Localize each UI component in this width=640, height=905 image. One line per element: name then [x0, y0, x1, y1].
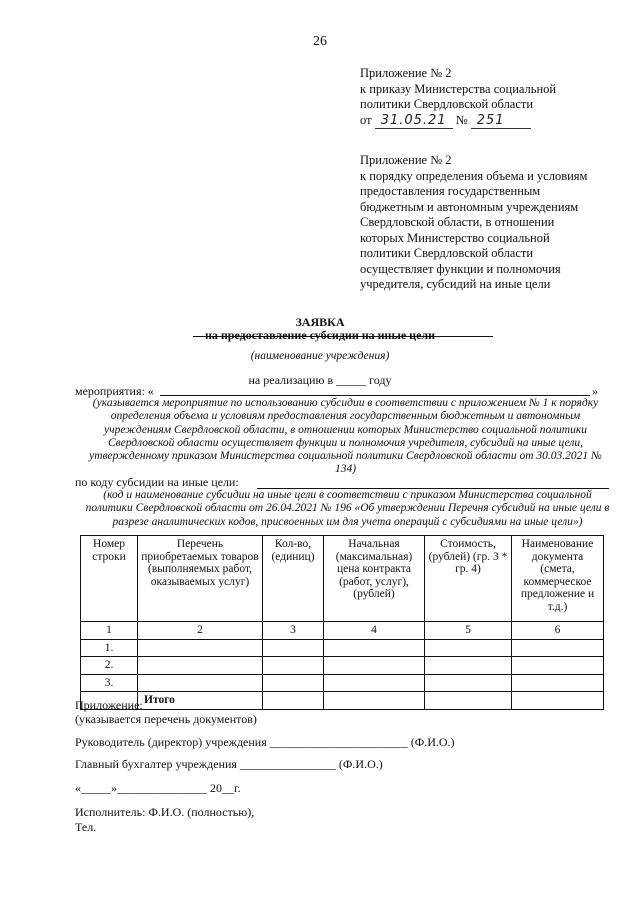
table-cell [425, 657, 512, 675]
table-cell [263, 657, 324, 675]
table-cell [324, 674, 425, 692]
table-cell: 1 [81, 622, 138, 640]
table-cell: 5 [425, 622, 512, 640]
accountant-signature-line: Главный бухгалтер учреждения ________________ (Ф.И.О.) [75, 757, 383, 771]
appendix-second-line: Приложение № 2 [360, 153, 452, 167]
phone-line: Тел. [75, 820, 97, 834]
appendix-second-line: бюджетным и автономным учреждениям [360, 199, 579, 214]
appendix-top [360, 66, 556, 129]
table-cell: 2 [138, 622, 263, 640]
institution-blank [193, 336, 493, 337]
code-blank [257, 477, 609, 489]
code-label: по коду субсидии на иные цели: [75, 475, 239, 489]
attachments-label: Приложение: [75, 698, 143, 712]
table-header-row [81, 536, 604, 622]
table-cell [138, 674, 263, 692]
table-cell: 3 [263, 622, 324, 640]
event-label: мероприятия: « [75, 384, 154, 398]
table-cell [425, 639, 512, 657]
code-hint: (код и наименование субсидии на иные цели в соответствии с приказом Министерства социальной политики Свердловской области от 26.04.2021 № 196 «Об утверждении Перечня субсидий на иные цели в разрезе аналитических кодов, присвоенных им для учета операций с субсидиями на иные цели») [85, 489, 610, 528]
table-cell [263, 639, 324, 657]
table-cell [324, 657, 425, 675]
event-close-quote: » [592, 384, 598, 398]
appendix-second [360, 153, 587, 293]
table-header-cell: Перечень приобретаемых товаров (выполняемых работ, оказываемых услуг) [138, 536, 263, 622]
institution-hint: (наименование учреждения) [250, 350, 390, 362]
table-cell: 1. [81, 639, 138, 657]
appendix-top-line1: Приложение № 2 [360, 66, 452, 80]
table-header-cell: Наименование документа (смета, коммерческое предложение и т.д.) [512, 536, 604, 622]
event-blank [160, 383, 590, 396]
table-cell [263, 692, 324, 710]
date-line: «_____»_______________ 20__г. [75, 781, 241, 795]
appendix-second-line: которых Министерство социальной [360, 230, 550, 245]
table-row [81, 639, 604, 657]
table-header-cell: Кол-во, (единиц) [263, 536, 324, 622]
table-col-numbers-row [81, 622, 604, 640]
table-cell: 3. [81, 674, 138, 692]
table-header-cell: Начальная (максимальная) цена контракта (работ, услуг), (рублей) [324, 536, 425, 622]
handwritten-number: 251 [471, 113, 531, 130]
table-cell [324, 692, 425, 710]
handwritten-date: 31.05.21 [375, 113, 453, 130]
table-cell [324, 639, 425, 657]
table-cell [425, 692, 512, 710]
event-hint: (указывается мероприятие по использованию субсидии в соответствии с приложением № 1 к порядку определения объема и условиям предоставления государственным бюджетным и автономным учреждениям Свердловской области, в отношении которых Министерство социальной политики Свердловской области осуществляет функции и полномочия учредителя, субсидий на иные цели, утвержденному приказом Министерства социальной политики Свердловской области от 30.03.2021 № 134) [89, 397, 602, 476]
table-cell [263, 674, 324, 692]
items-table [80, 535, 604, 710]
executor-line: Исполнитель: Ф.И.О. (полностью), [75, 805, 255, 819]
table-cell [512, 692, 604, 710]
appendix-second-line: предоставления государственным [360, 184, 541, 198]
from-label: от [360, 112, 372, 127]
appendix-second-line: учредителя, субсидий на иные цели [360, 277, 551, 291]
appendix-top-line3: политики Свердловской области [360, 97, 534, 111]
attachments-hint: (указывается перечень документов) [75, 712, 257, 726]
table-total-row [81, 692, 604, 710]
document-title: ЗАЯВКА [295, 315, 345, 329]
table-cell [138, 657, 263, 675]
year-line: на реализацию в _____ году [248, 373, 392, 387]
table-cell [512, 657, 604, 675]
appendix-second-line: политики Свердловской области [360, 246, 534, 260]
appendix-second-line: к порядку определения объема и условиям [360, 168, 588, 183]
table-cell: 6 [512, 622, 604, 640]
table-cell [138, 639, 263, 657]
table-row [81, 657, 604, 675]
appendix-second-line: осуществляет функции и полномочия [360, 261, 561, 276]
table-total-label: Итого [138, 692, 263, 710]
table-cell [512, 674, 604, 692]
table-row [81, 674, 604, 692]
document-subtitle: на предоставление субсидии на иные цели [204, 328, 436, 342]
table-cell: 4 [324, 622, 425, 640]
appendix-second-line: Свердловской области, в отношении [360, 215, 555, 229]
table-cell [425, 674, 512, 692]
director-signature-line: Руководитель (директор) учреждения _______________________ (Ф.И.О.) [75, 735, 455, 749]
appendix-top-date-line [360, 113, 556, 130]
table-cell [512, 639, 604, 657]
table-header-cell: Стоимость, (рублей) (гр. 3 * гр. 4) [425, 536, 512, 622]
number-label: № [455, 112, 468, 127]
table-cell: 2. [81, 657, 138, 675]
table-header-cell: Номер строки [81, 536, 138, 622]
appendix-top-line2: к приказу Министерства социальной [360, 81, 557, 96]
page-number: 26 [313, 34, 327, 49]
